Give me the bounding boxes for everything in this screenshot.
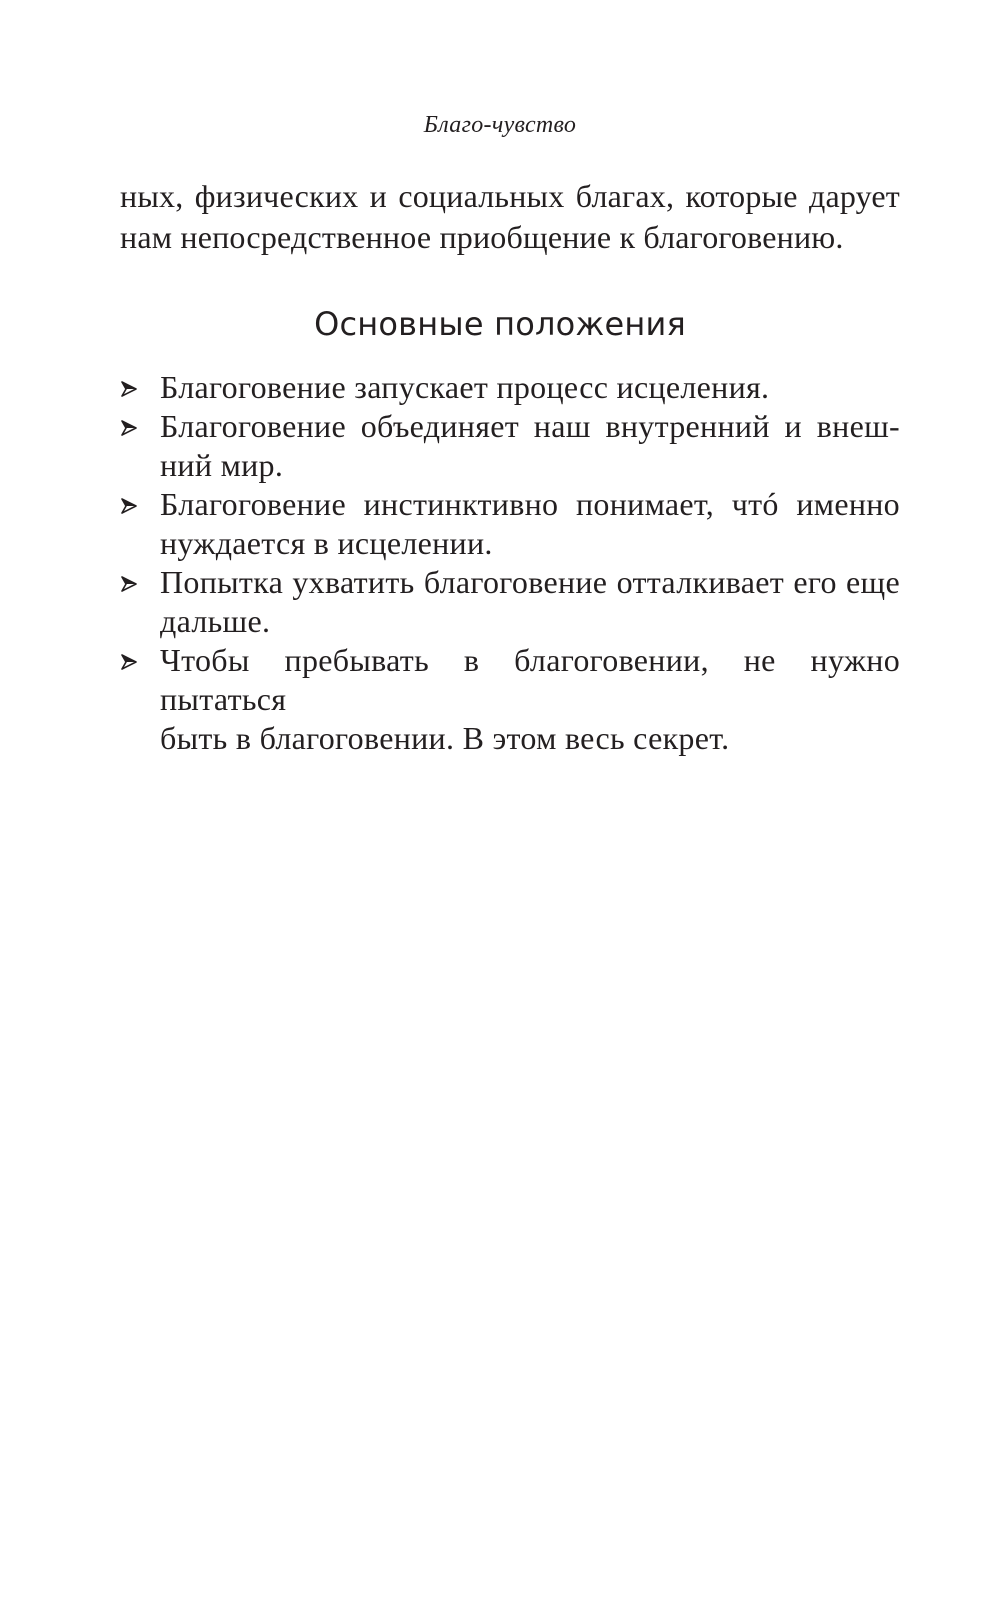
arrowhead-bullet-icon xyxy=(120,380,138,398)
arrowhead-bullet-icon xyxy=(120,653,138,671)
key-point-item xyxy=(120,407,900,485)
section-heading: Основные положения xyxy=(314,305,686,343)
key-point-line: Благоговение инстинктивно понимает, чтó именно xyxy=(160,486,900,522)
arrowhead-bullet-icon xyxy=(120,497,138,515)
intro-paragraph xyxy=(120,176,900,258)
key-point-line: Благоговение объединяет наш внутренний и внеш- xyxy=(160,408,900,444)
running-header: Благо-чувство xyxy=(423,112,577,138)
intro-line: нам непосредственное приобщение к благоговению. xyxy=(120,219,844,255)
key-point-line: Благоговение запускает процесс исцеления. xyxy=(160,369,770,405)
arrowhead-bullet-icon xyxy=(120,575,138,593)
key-point-line: дальше. xyxy=(160,603,271,639)
intro-line: ных, физических и социальных благах, которые дарует xyxy=(120,178,900,214)
key-point-item xyxy=(120,641,900,758)
key-point-line: нуждается в исцелении. xyxy=(160,525,493,561)
key-point-line: Попытка ухватить благоговение отталкивает его еще xyxy=(160,564,900,600)
key-points-list xyxy=(120,368,900,758)
key-point-line: быть в благоговении. В этом весь секрет. xyxy=(160,720,730,756)
key-point-line: Чтобы пребывать в благоговении, не нужно пытаться xyxy=(160,642,900,717)
key-point-line: ний мир. xyxy=(160,447,284,483)
key-point-item xyxy=(120,368,900,407)
key-point-item xyxy=(120,563,900,641)
arrowhead-bullet-icon xyxy=(120,419,138,437)
key-point-item xyxy=(120,485,900,563)
